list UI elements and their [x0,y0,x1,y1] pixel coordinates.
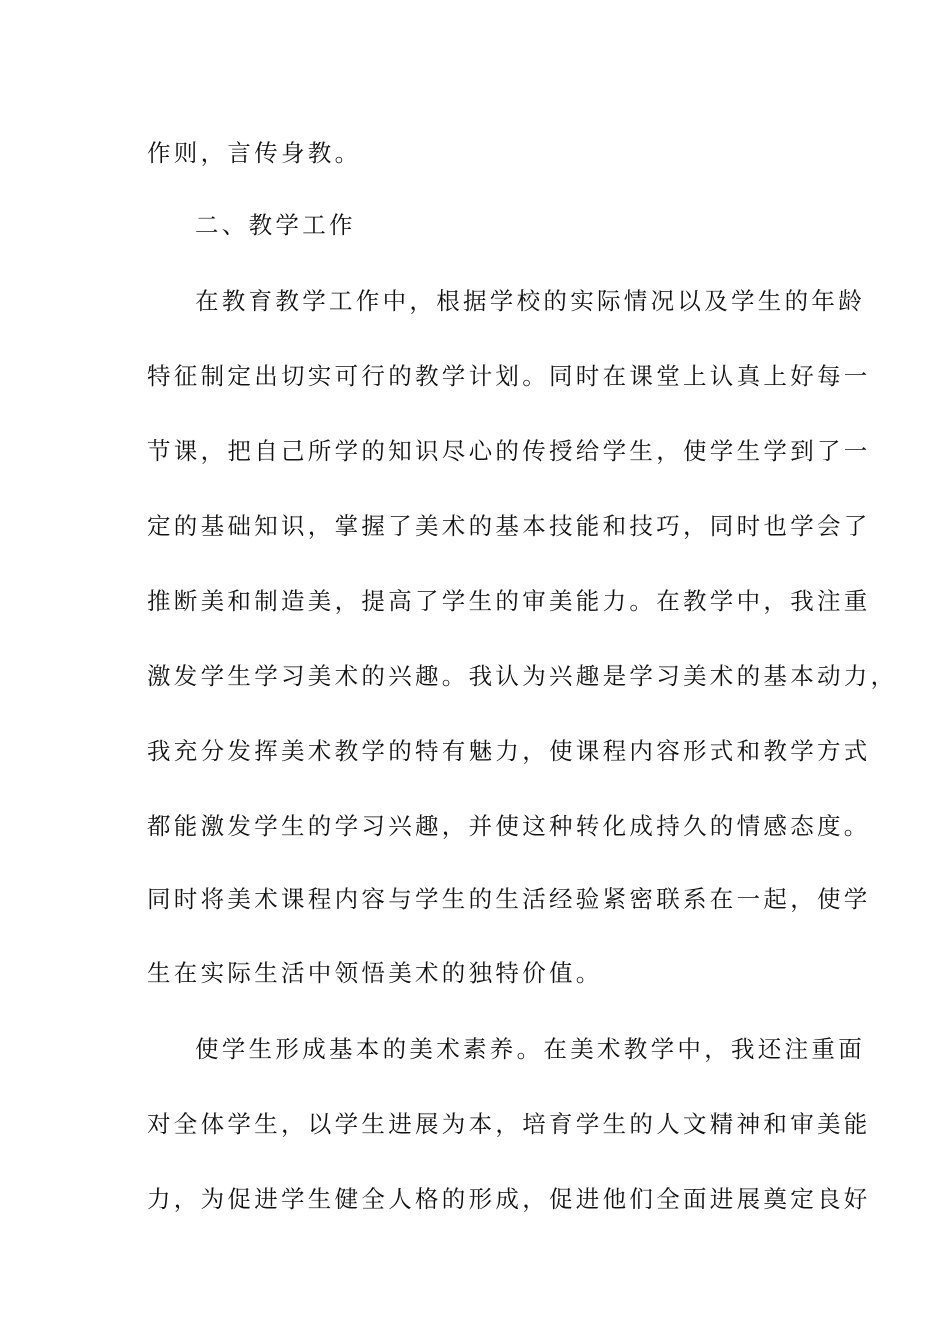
text-line: 在教育教学工作中，根据学校的实际情况以及学生的年龄 [195,287,865,315]
section-heading: 二、教学工作 [195,211,356,239]
text-line: 特征制定出切实可行的教学计划。同时在课堂上认真上好每一 [147,362,871,390]
text-line: 同时将美术课程内容与学生的生活经验紧密联系在一起，使学 [147,885,871,913]
text-line: 我充分发挥美术教学的特有魅力，使课程内容形式和教学方式 [147,737,871,765]
text-line: 激发学生学习美术的兴趣。我认为兴趣是学习美术的基本动力， [147,662,898,690]
text-line: 作则，言传身教。 [147,139,362,167]
text-line: 力，为促进学生健全人格的形成，促进他们全面进展奠定良好 [147,1185,871,1213]
text-line: 定的基础知识，掌握了美术的基本技能和技巧，同时也学会了 [147,512,871,540]
text-line: 推断美和制造美，提高了学生的审美能力。在教学中，我注重 [147,587,871,615]
text-line: 都能激发学生的学习兴趣，并使这种转化成持久的情感态度。 [147,812,871,840]
text-line: 节课，把自己所学的知识尽心的传授给学生，使学生学到了一 [147,437,871,465]
text-line: 使学生形成基本的美术素养。在美术教学中，我还注重面 [195,1035,865,1063]
text-line: 对全体学生，以学生进展为本，培育学生的人文精神和审美能 [147,1110,871,1138]
text-line: 生在实际生活中领悟美术的独特价值。 [147,959,603,987]
